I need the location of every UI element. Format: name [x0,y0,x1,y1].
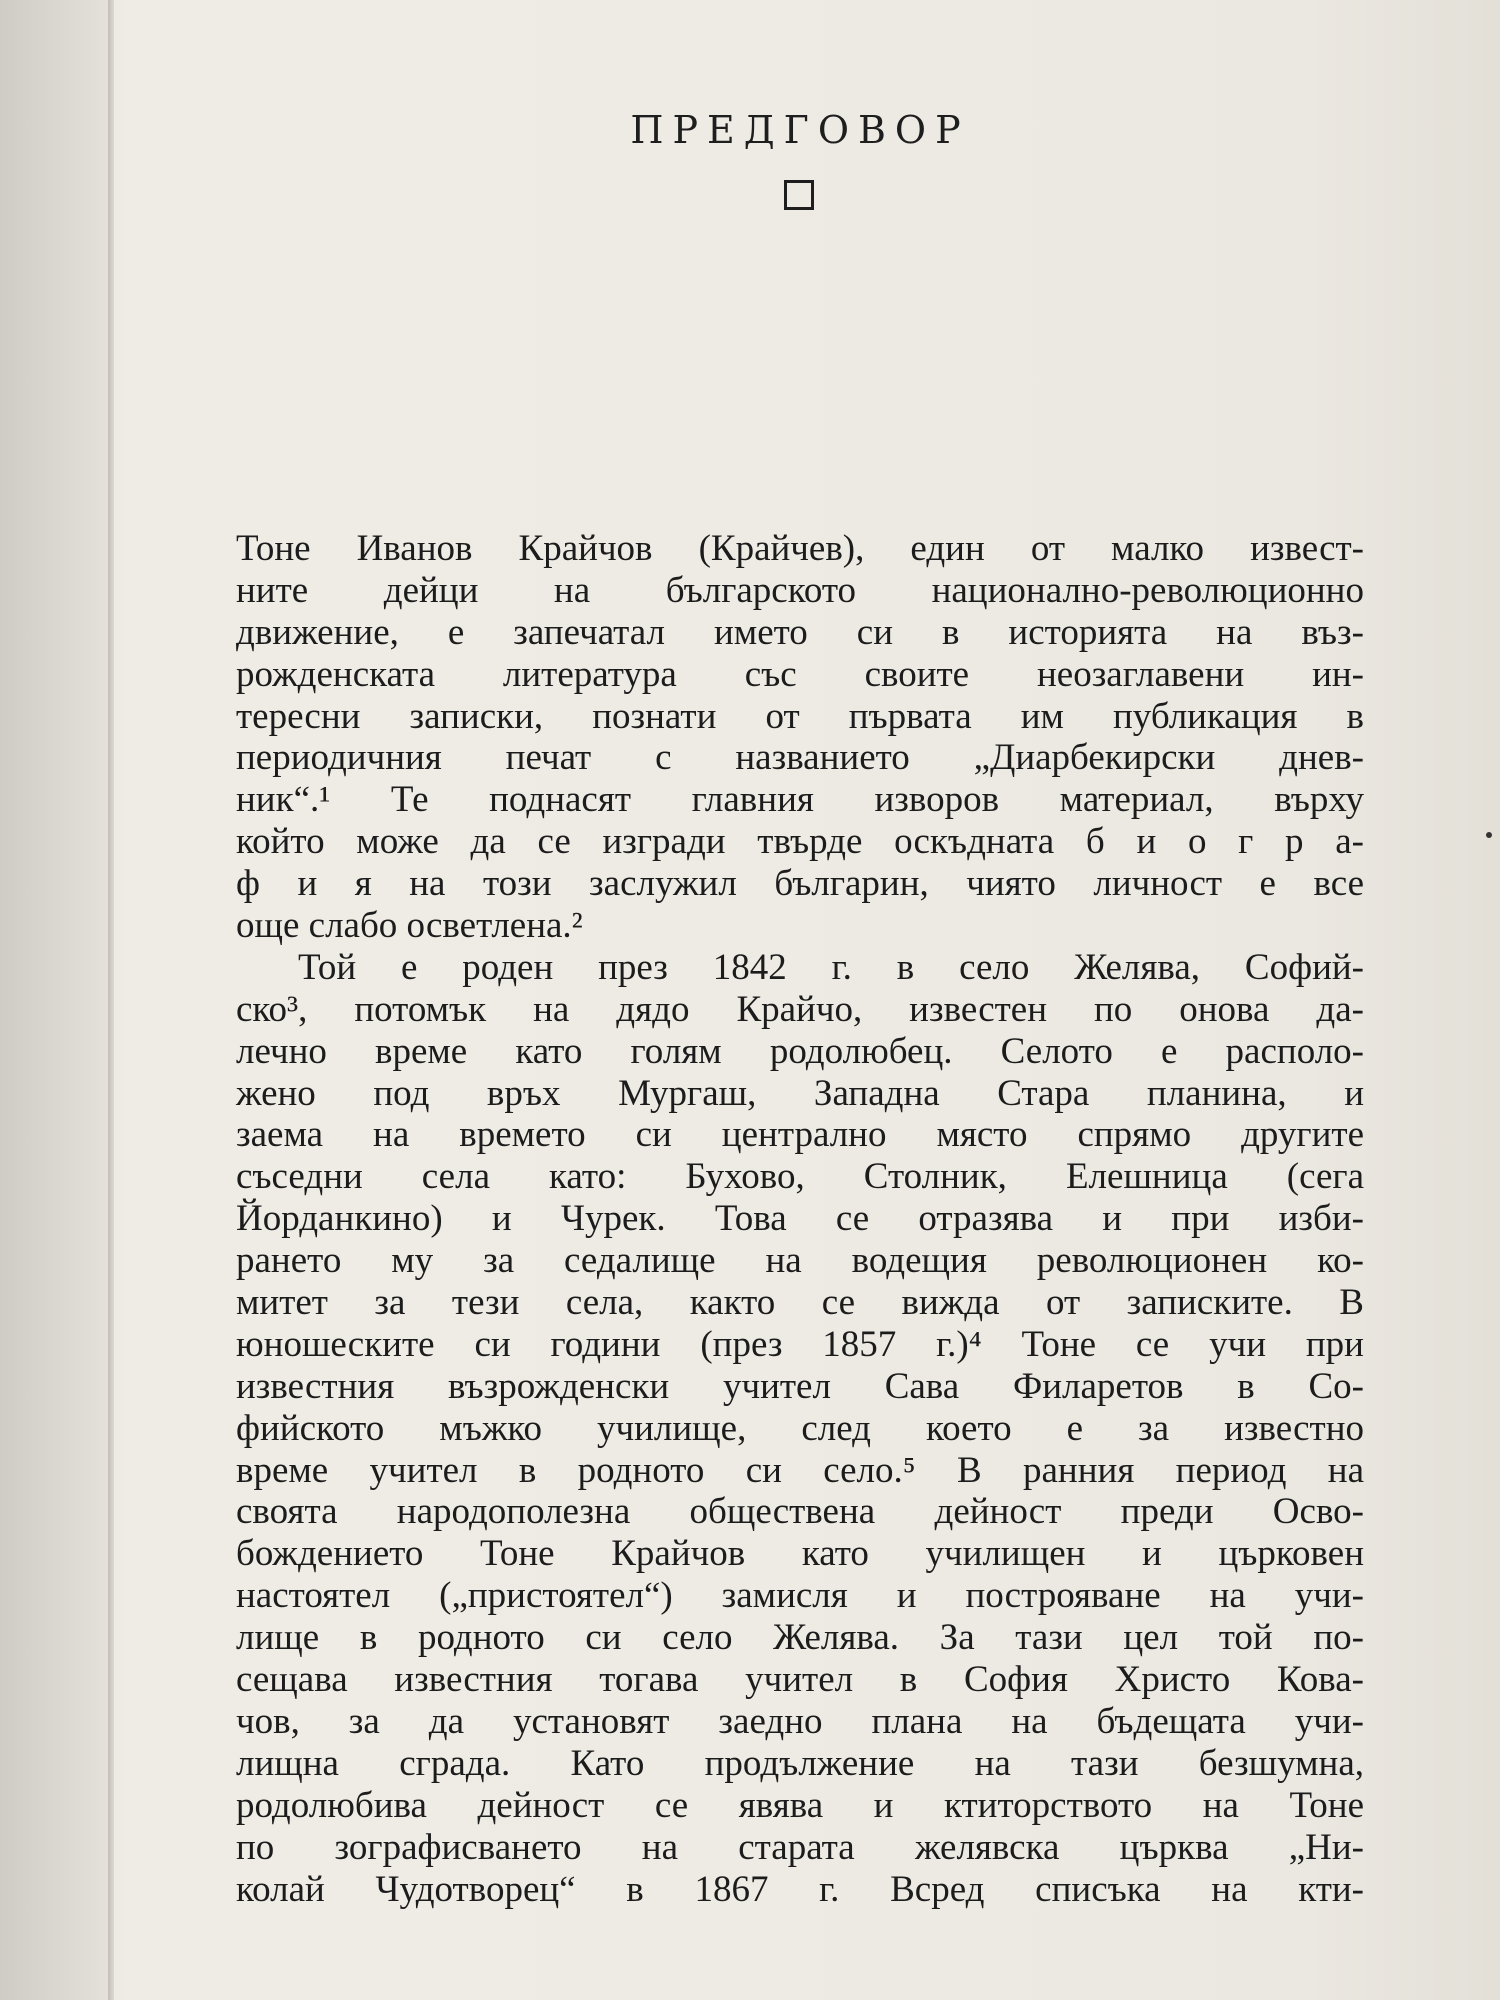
text-line: юношеските си години (през 1857 г.)⁴ Тоне се учи при [236,1323,1364,1365]
text-line: ско³, потомък на дядо Крайчо, известен по онова да- [236,988,1364,1030]
page-binding-edge [108,0,114,2000]
text-line: чов, за да установят заедно плана на бъдещата учи- [236,1700,1364,1742]
text-line: периодичния печат с названието „Диарбекирски днев- [236,737,1364,779]
text-line: още слабо осветлена.² [236,905,583,947]
text-line: ник“.¹ Те поднасят главния изворов материал, върху [236,779,1364,821]
text-line: Йорданкино) и Чурек. Това се отразява и при изби- [236,1198,1364,1240]
text-line: лечно време като голям родолюбец. Селото е располо- [236,1030,1364,1072]
text-line: бождението Тоне Крайчов като училищен и църковен [236,1533,1364,1575]
text-line: фийското мъжко училище, след което е за известно [236,1407,1364,1449]
text-line: ните дейци на българското национално-революционно [236,569,1364,611]
text-line: по зографисването на старата желявска църква „Ни- [236,1826,1364,1868]
text-line: време учител в родното си село.⁵ В ранния период на [236,1449,1364,1491]
text-line: жено под връх Мургаш, Западна Стара планина, и [236,1072,1364,1114]
text-line: настоятел („пристоятел“) замисля и построяване на учи- [236,1575,1364,1617]
previous-page-edge [0,0,108,2000]
paper-speck [1486,832,1492,838]
text-line: лищна сграда. Като продължение на тази безшумна, [236,1742,1364,1784]
chapter-heading: ПРЕДГОВОР [630,108,970,152]
text-line: заема на времето си централно място спрямо другите [236,1114,1364,1156]
paragraph-1 [236,528,1364,947]
paragraph-2 [236,947,1364,1910]
text-line: митет за тези села, както се вижда от записките. В [236,1282,1364,1324]
text-line: рожденската литература със своите неозаглавени ин- [236,653,1364,695]
text-line: съседни села като: Бухово, Столник, Елешница (сега [236,1156,1364,1198]
square-ornament-icon [784,180,814,210]
text-line: известния възрожденски учител Сава Филаретов в Со- [236,1365,1364,1407]
text-line: движение, е запечатал името си в историята на въз- [236,611,1364,653]
text-line: Той е роден през 1842 г. в село Желява, Софий- [298,946,1364,988]
text-line: лище в родното си село Желява. За тази цел той по- [236,1617,1364,1659]
text-line: родолюбива дейност се явява и ктиторството на Тоне [236,1784,1364,1826]
text-line: който може да се изгради твърде оскъдната б и о г р а- [236,821,1364,863]
text-line: Тоне Иванов Крайчов (Крайчев), един от малко извест- [236,528,1364,569]
text-line: рането му за седалище на водещия революционен ко- [236,1240,1364,1282]
text-line: колай Чудотворец“ в 1867 г. Всред списъка на кти- [236,1868,1364,1910]
text-line: тересни записки, познати от първата им публикация в [236,695,1364,737]
text-line: сещава известния тогава учител в София Христо Кова- [236,1659,1364,1701]
body-text [236,528,1364,1910]
text-line: своята народополезна обществена дейност преди Осво- [236,1491,1364,1533]
text-line: ф и я на този заслужил българин, чиято личност е все [236,863,1364,905]
